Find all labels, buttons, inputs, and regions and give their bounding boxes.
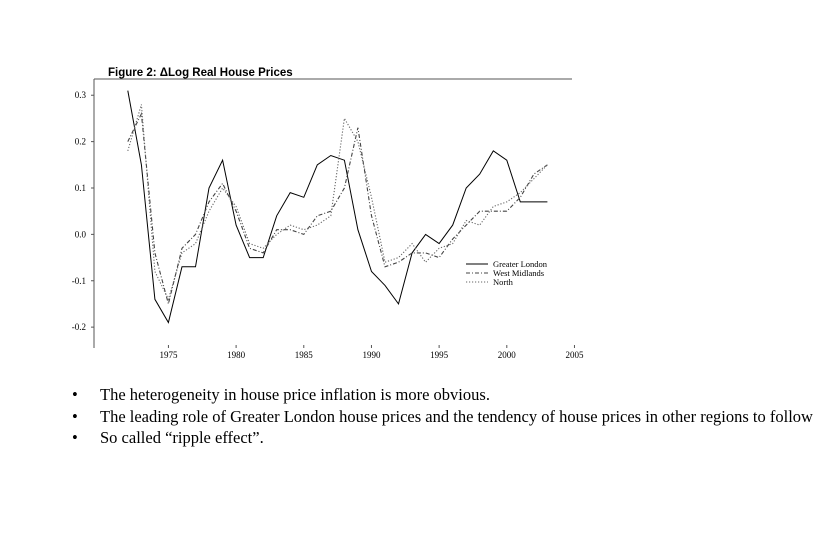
y-tick-label: -0.1: [71, 275, 86, 286]
legend-label: West Midlands: [493, 268, 545, 278]
chart-container: [60, 60, 600, 370]
bullet-item: • So called “ripple effect”.: [72, 427, 720, 449]
series-lines: [128, 91, 548, 323]
chart-legend: [466, 259, 548, 287]
series-line-3: [128, 105, 548, 300]
series-line-1: [128, 91, 548, 323]
legend-label: North: [493, 277, 513, 287]
x-tick-label: 2005: [565, 350, 584, 360]
x-tick-label: 1995: [430, 350, 449, 360]
x-tick-label: 1980: [227, 350, 246, 360]
x-tick-label: 1985: [294, 350, 313, 360]
chart-title: Figure 2: ΔLog Real House Prices: [108, 67, 293, 79]
bullet-list: [72, 384, 813, 449]
y-tick-label: 0.0: [74, 229, 86, 240]
bullet-item: • The heterogeneity in house price inflation is more obvious.: [72, 384, 720, 406]
y-tick-label: 0.2: [74, 136, 86, 147]
y-tick-label: 0.3: [74, 90, 86, 101]
house-price-chart: [60, 60, 600, 370]
x-tick-label: 1990: [362, 350, 381, 360]
series-line-2: [128, 114, 548, 304]
x-axis-ticks: [159, 345, 584, 360]
bullet-item: • The leading role of Greater London house prices and the tendency of house prices in other regions to follow: [72, 406, 720, 428]
y-tick-label: -0.2: [71, 322, 86, 333]
x-tick-label: 1975: [159, 350, 178, 360]
x-tick-label: 2000: [497, 350, 516, 360]
legend-label: Greater London: [493, 259, 548, 269]
y-tick-label: 0.1: [74, 182, 86, 193]
y-axis-ticks: [72, 90, 94, 332]
